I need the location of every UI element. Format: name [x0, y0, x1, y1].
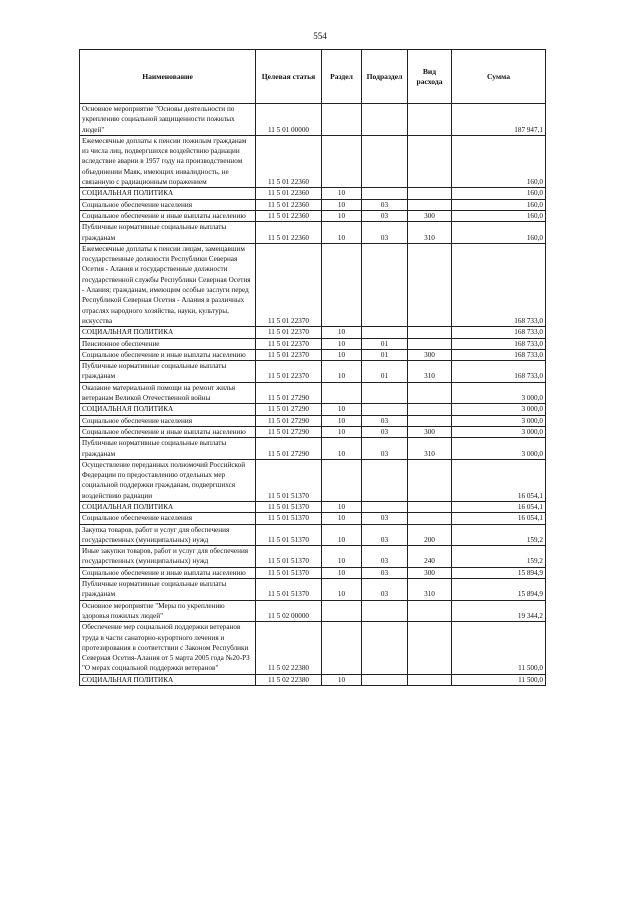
cell-code: 11 5 01 22360 — [256, 222, 322, 244]
table-row — [80, 222, 546, 244]
cell-subsection: 03 — [362, 199, 408, 210]
cell-sum: 15 894,9 — [452, 579, 546, 601]
cell-code: 11 5 01 51370 — [256, 546, 322, 568]
cell-subsection — [362, 674, 408, 685]
cell-expense-type — [408, 622, 452, 674]
cell-section: 10 — [322, 513, 362, 524]
page-number: 554 — [313, 31, 327, 41]
cell-code: 11 5 01 22370 — [256, 243, 322, 326]
cell-name: Обеспечение мер социальной поддержки ветеранов труда в части санаторно-курортного лечения и протезирования в соответствии с Законом Республики Северная Осетия-Алания от 5 марта 2005 года №20-РЗ "О мерах социальной поддержки ветеранов" — [80, 622, 256, 674]
cell-subsection: 03 — [362, 426, 408, 437]
cell-sum: 15 894,9 — [452, 567, 546, 578]
cell-sum: 11 500,0 — [452, 674, 546, 685]
cell-subsection: 03 — [362, 513, 408, 524]
cell-subsection — [362, 459, 408, 501]
header-sum: Сумма — [452, 50, 546, 104]
table-row — [80, 415, 546, 426]
cell-sum: 159,2 — [452, 524, 546, 546]
cell-subsection: 03 — [362, 438, 408, 460]
cell-section — [322, 382, 362, 404]
cell-subsection: 01 — [362, 349, 408, 360]
cell-sum: 168 733,0 — [452, 338, 546, 349]
cell-section: 10 — [322, 222, 362, 244]
budget-table — [79, 49, 546, 686]
cell-expense-type — [408, 501, 452, 512]
cell-name: Публичные нормативные социальные выплаты гражданам — [80, 438, 256, 460]
cell-expense-type — [408, 135, 452, 187]
cell-expense-type: 310 — [408, 438, 452, 460]
cell-subsection — [362, 404, 408, 415]
table-row — [80, 199, 546, 210]
cell-subsection: 03 — [362, 415, 408, 426]
cell-name: Закупка товаров, работ и услуг для обеспечения государственных (муниципальных) нужд — [80, 524, 256, 546]
cell-sum: 160,0 — [452, 222, 546, 244]
table-row — [80, 567, 546, 578]
cell-subsection: 03 — [362, 567, 408, 578]
cell-expense-type — [408, 415, 452, 426]
cell-sum: 3 000,0 — [452, 426, 546, 437]
cell-code: 11 5 01 51370 — [256, 524, 322, 546]
cell-expense-type — [408, 327, 452, 338]
cell-code: 11 5 01 22360 — [256, 135, 322, 187]
cell-sum: 168 733,0 — [452, 327, 546, 338]
cell-name: Основное мероприятие "Основы деятельности по укреплению социальной защищенности пожилых людей" — [80, 104, 256, 136]
cell-expense-type: 310 — [408, 579, 452, 601]
cell-name: Социальное обеспечение населения — [80, 513, 256, 524]
cell-code: 11 5 01 22370 — [256, 327, 322, 338]
cell-section — [322, 622, 362, 674]
cell-subsection — [362, 327, 408, 338]
cell-section: 10 — [322, 361, 362, 383]
cell-section: 10 — [322, 338, 362, 349]
cell-name: Публичные нормативные социальные выплаты гражданам — [80, 361, 256, 383]
table-row — [80, 338, 546, 349]
table-header-row — [80, 50, 546, 104]
cell-sum: 16 054,1 — [452, 501, 546, 512]
cell-section — [322, 600, 362, 622]
table-row — [80, 600, 546, 622]
cell-sum: 16 054,1 — [452, 513, 546, 524]
table-row — [80, 501, 546, 512]
table-row — [80, 438, 546, 460]
cell-sum: 187 947,1 — [452, 104, 546, 136]
table-row — [80, 135, 546, 187]
cell-expense-type: 200 — [408, 524, 452, 546]
cell-code: 11 5 01 22360 — [256, 188, 322, 199]
cell-code: 11 5 02 22380 — [256, 674, 322, 685]
cell-section — [322, 243, 362, 326]
cell-expense-type — [408, 199, 452, 210]
cell-code: 11 5 02 22380 — [256, 622, 322, 674]
cell-expense-type — [408, 104, 452, 136]
cell-section: 10 — [322, 349, 362, 360]
cell-name: СОЦИАЛЬНАЯ ПОЛИТИКА — [80, 188, 256, 199]
cell-section: 10 — [322, 199, 362, 210]
cell-code: 11 5 01 27290 — [256, 382, 322, 404]
cell-code: 11 5 01 27290 — [256, 426, 322, 437]
cell-sum: 168 733,0 — [452, 243, 546, 326]
cell-expense-type: 300 — [408, 349, 452, 360]
cell-name: СОЦИАЛЬНАЯ ПОЛИТИКА — [80, 501, 256, 512]
cell-sum: 168 733,0 — [452, 361, 546, 383]
cell-section: 10 — [322, 188, 362, 199]
cell-code: 11 5 01 51370 — [256, 459, 322, 501]
table-row — [80, 188, 546, 199]
cell-name: Социальное обеспечение и иные выплаты населению — [80, 567, 256, 578]
cell-sum: 3 000,0 — [452, 415, 546, 426]
cell-code: 11 5 01 51370 — [256, 579, 322, 601]
cell-subsection: 03 — [362, 546, 408, 568]
cell-name: Публичные нормативные социальные выплаты гражданам — [80, 579, 256, 601]
cell-code: 11 5 01 22370 — [256, 338, 322, 349]
cell-section: 10 — [322, 501, 362, 512]
cell-section: 10 — [322, 674, 362, 685]
cell-subsection — [362, 622, 408, 674]
cell-expense-type — [408, 382, 452, 404]
cell-name: Оказание материальной помощи на ремонт жилья ветеранам Великой Отечественной войны — [80, 382, 256, 404]
table-row — [80, 327, 546, 338]
cell-sum: 3 000,0 — [452, 438, 546, 460]
cell-name: Социальное обеспечение населения — [80, 415, 256, 426]
cell-subsection — [362, 501, 408, 512]
cell-code: 11 5 01 51370 — [256, 567, 322, 578]
cell-section: 10 — [322, 426, 362, 437]
cell-sum: 160,0 — [452, 188, 546, 199]
cell-section: 10 — [322, 546, 362, 568]
cell-subsection: 03 — [362, 579, 408, 601]
header-expense-type: Вид расхода — [408, 50, 452, 104]
header-code: Целевая статья — [256, 50, 322, 104]
table-row — [80, 426, 546, 437]
cell-name: Социальное обеспечение населения — [80, 199, 256, 210]
cell-expense-type: 310 — [408, 222, 452, 244]
cell-expense-type — [408, 188, 452, 199]
cell-subsection — [362, 243, 408, 326]
cell-section: 10 — [322, 404, 362, 415]
cell-section: 10 — [322, 327, 362, 338]
cell-code: 11 5 01 22370 — [256, 361, 322, 383]
cell-subsection — [362, 382, 408, 404]
cell-section: 10 — [322, 438, 362, 460]
table-row — [80, 104, 546, 136]
cell-code: 11 5 01 51370 — [256, 513, 322, 524]
cell-name: Осуществление переданных полномочий Российской Федерации по предоставлению отдельных мер социальной поддержки гражданам, подвергшихся воздействию радиации — [80, 459, 256, 501]
cell-name: Основное мероприятие "Меры по укреплению здоровья пожилых людей" — [80, 600, 256, 622]
cell-code: 11 5 01 22360 — [256, 210, 322, 221]
table-row — [80, 243, 546, 326]
cell-section: 10 — [322, 579, 362, 601]
cell-code: 11 5 01 27290 — [256, 415, 322, 426]
table-row — [80, 361, 546, 383]
cell-expense-type: 300 — [408, 426, 452, 437]
cell-subsection — [362, 104, 408, 136]
cell-sum: 3 000,0 — [452, 404, 546, 415]
cell-name: Ежемесячные доплаты к пенсии лицам, замещавшим государственные должности Республики Северная Осетия - Алания и государственные должности государственной службы Республики Северная Осетия - Алания; гражданам, имеющим особые заслуги перед Республикой Северная Осетия - Алания в различных отраслях народного хозяйства, науки, культуры, искусства — [80, 243, 256, 326]
cell-code: 11 5 02 00000 — [256, 600, 322, 622]
cell-code: 11 5 01 27290 — [256, 438, 322, 460]
table-row — [80, 674, 546, 685]
cell-name: Иные закупки товаров, работ и услуг для обеспечения государственных (муниципальных) нужд — [80, 546, 256, 568]
table-row — [80, 210, 546, 221]
cell-name: Социальное обеспечение и иные выплаты населению — [80, 349, 256, 360]
table-row — [80, 459, 546, 501]
cell-sum: 3 000,0 — [452, 382, 546, 404]
cell-section: 10 — [322, 524, 362, 546]
cell-section: 10 — [322, 210, 362, 221]
cell-sum: 160,0 — [452, 199, 546, 210]
table-row — [80, 524, 546, 546]
cell-expense-type — [408, 674, 452, 685]
cell-code: 11 5 01 22370 — [256, 349, 322, 360]
header-subsection: Подраздел — [362, 50, 408, 104]
cell-section: 10 — [322, 567, 362, 578]
cell-subsection: 03 — [362, 524, 408, 546]
table-row — [80, 546, 546, 568]
cell-subsection: 03 — [362, 222, 408, 244]
cell-sum: 16 054,1 — [452, 459, 546, 501]
cell-name: Социальное обеспечение и иные выплаты населению — [80, 426, 256, 437]
cell-expense-type: 240 — [408, 546, 452, 568]
table-row — [80, 349, 546, 360]
table-row — [80, 404, 546, 415]
table-row — [80, 579, 546, 601]
cell-sum: 168 733,0 — [452, 349, 546, 360]
cell-subsection: 01 — [362, 338, 408, 349]
table-row — [80, 513, 546, 524]
cell-subsection: 01 — [362, 361, 408, 383]
cell-sum: 160,0 — [452, 210, 546, 221]
cell-section — [322, 459, 362, 501]
cell-expense-type — [408, 513, 452, 524]
cell-expense-type: 310 — [408, 361, 452, 383]
cell-sum: 160,0 — [452, 135, 546, 187]
cell-code: 11 5 01 27290 — [256, 404, 322, 415]
table-row — [80, 382, 546, 404]
cell-expense-type — [408, 404, 452, 415]
cell-expense-type: 300 — [408, 567, 452, 578]
cell-sum: 11 500,0 — [452, 622, 546, 674]
cell-subsection — [362, 135, 408, 187]
cell-sum: 19 344,2 — [452, 600, 546, 622]
cell-name: Публичные нормативные социальные выплаты гражданам — [80, 222, 256, 244]
cell-subsection — [362, 600, 408, 622]
cell-section: 10 — [322, 415, 362, 426]
cell-code: 11 5 01 22360 — [256, 199, 322, 210]
cell-code: 11 5 01 51370 — [256, 501, 322, 512]
header-name: Наименование — [80, 50, 256, 104]
cell-section — [322, 104, 362, 136]
cell-subsection: 03 — [362, 210, 408, 221]
cell-expense-type — [408, 243, 452, 326]
cell-expense-type — [408, 459, 452, 501]
cell-expense-type — [408, 338, 452, 349]
cell-expense-type — [408, 600, 452, 622]
cell-name: СОЦИАЛЬНАЯ ПОЛИТИКА — [80, 327, 256, 338]
cell-sum: 159,2 — [452, 546, 546, 568]
cell-subsection — [362, 188, 408, 199]
cell-expense-type: 300 — [408, 210, 452, 221]
cell-name: Ежемесячные доплаты к пенсии пожилым гражданам из числа лиц, подвергшихся воздействию радиации вследствие аварии в 1957 году на производственном объединении Маяк, имеющих инвалидность, не связанную с радиационным поражением — [80, 135, 256, 187]
header-section: Раздел — [322, 50, 362, 104]
cell-name: Пенсионное обеспечение — [80, 338, 256, 349]
cell-name: СОЦИАЛЬНАЯ ПОЛИТИКА — [80, 674, 256, 685]
cell-code: 11 5 01 00000 — [256, 104, 322, 136]
cell-name: СОЦИАЛЬНАЯ ПОЛИТИКА — [80, 404, 256, 415]
table-row — [80, 622, 546, 674]
cell-name: Социальное обеспечение и иные выплаты населению — [80, 210, 256, 221]
cell-section — [322, 135, 362, 187]
